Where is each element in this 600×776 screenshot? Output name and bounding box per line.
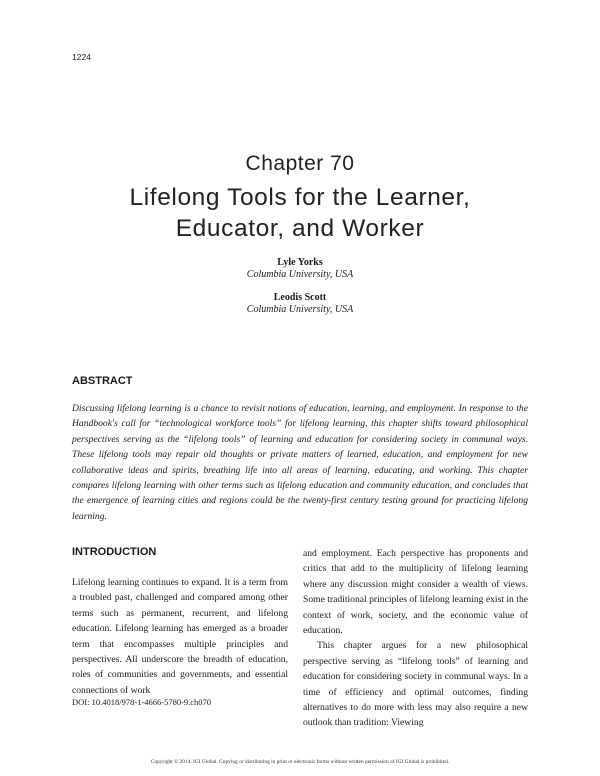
abstract-heading: ABSTRACT bbox=[72, 375, 133, 387]
author-name: Leodis Scott bbox=[273, 292, 327, 303]
author-block-2 bbox=[0, 292, 600, 316]
author-block-1 bbox=[0, 257, 600, 281]
abstract-text: Discussing lifelong learning is a chance to revisit notions of education, learning, and employment. In response to the Handbook's call for “technological workforce tools” for lifelong learning, this chapter shifts toward philosophical perspectives serving as the “lifelong tools” of learning and education for considering society in communal ways. These lifelong tools may repair old thoughts or private matters of learned, education, and employment for new collaborative ideas and spirits, breathing life into all areas of learning, educating, and working. This chapter compares lifelong learning with other terms such as lifelong education and community education, and concludes that the emergence of learning cities and regions could be the twenty-first century testing ground for practicing lifelong learning. bbox=[72, 403, 528, 522]
chapter-title-line-1: Lifelong Tools for the Learner, bbox=[129, 184, 471, 211]
intro-paragraph-3: This chapter argues for a new philosophical perspective serving as “lifelong tools” of learning and education for considering society in communal ways. In a time of efficiency and optimal outcomes, finding alternatives to do more with less may also require a new outlook than tradition: Viewing bbox=[303, 640, 528, 729]
left-column bbox=[72, 575, 288, 698]
author-name: Lyle Yorks bbox=[277, 257, 323, 268]
right-column bbox=[303, 546, 528, 731]
author-affiliation: Columbia University, USA bbox=[246, 304, 354, 315]
copyright-notice: Copyright © 2014, IGI Global. Copying or distributing in print or electronic forms without written permission of IGI Global is prohibited. bbox=[150, 759, 450, 765]
chapter-label: Chapter 70 bbox=[245, 152, 355, 175]
intro-paragraph-1: Lifelong learning continues to expand. It is a term from a troubled past, challenged and compared among other terms such as permanent, recurrent, and lifelong education. Lifelong learning has emerged as a broader term that encompasses multiple principles and perspectives. All underscore the breadth of education, roles of communities and governments, and essential connections of work bbox=[72, 577, 288, 696]
chapter-title bbox=[0, 182, 600, 244]
page-number: 1224 bbox=[72, 52, 91, 62]
author-affiliation: Columbia University, USA bbox=[246, 269, 354, 280]
doi-text: DOI: 10.4018/978-1-4666-5780-9.ch070 bbox=[72, 697, 212, 707]
introduction-heading: INTRODUCTION bbox=[72, 546, 157, 558]
intro-paragraph-2: and employment. Each perspective has proponents and critics that add to the multiplicity of lifelong learning where any discussion might consider a wealth of views. Some traditional principles of lifelong learning exist in the context of work, society, and the economic value of education. bbox=[303, 548, 528, 637]
chapter-title-line-2: Educator, and Worker bbox=[175, 215, 425, 242]
